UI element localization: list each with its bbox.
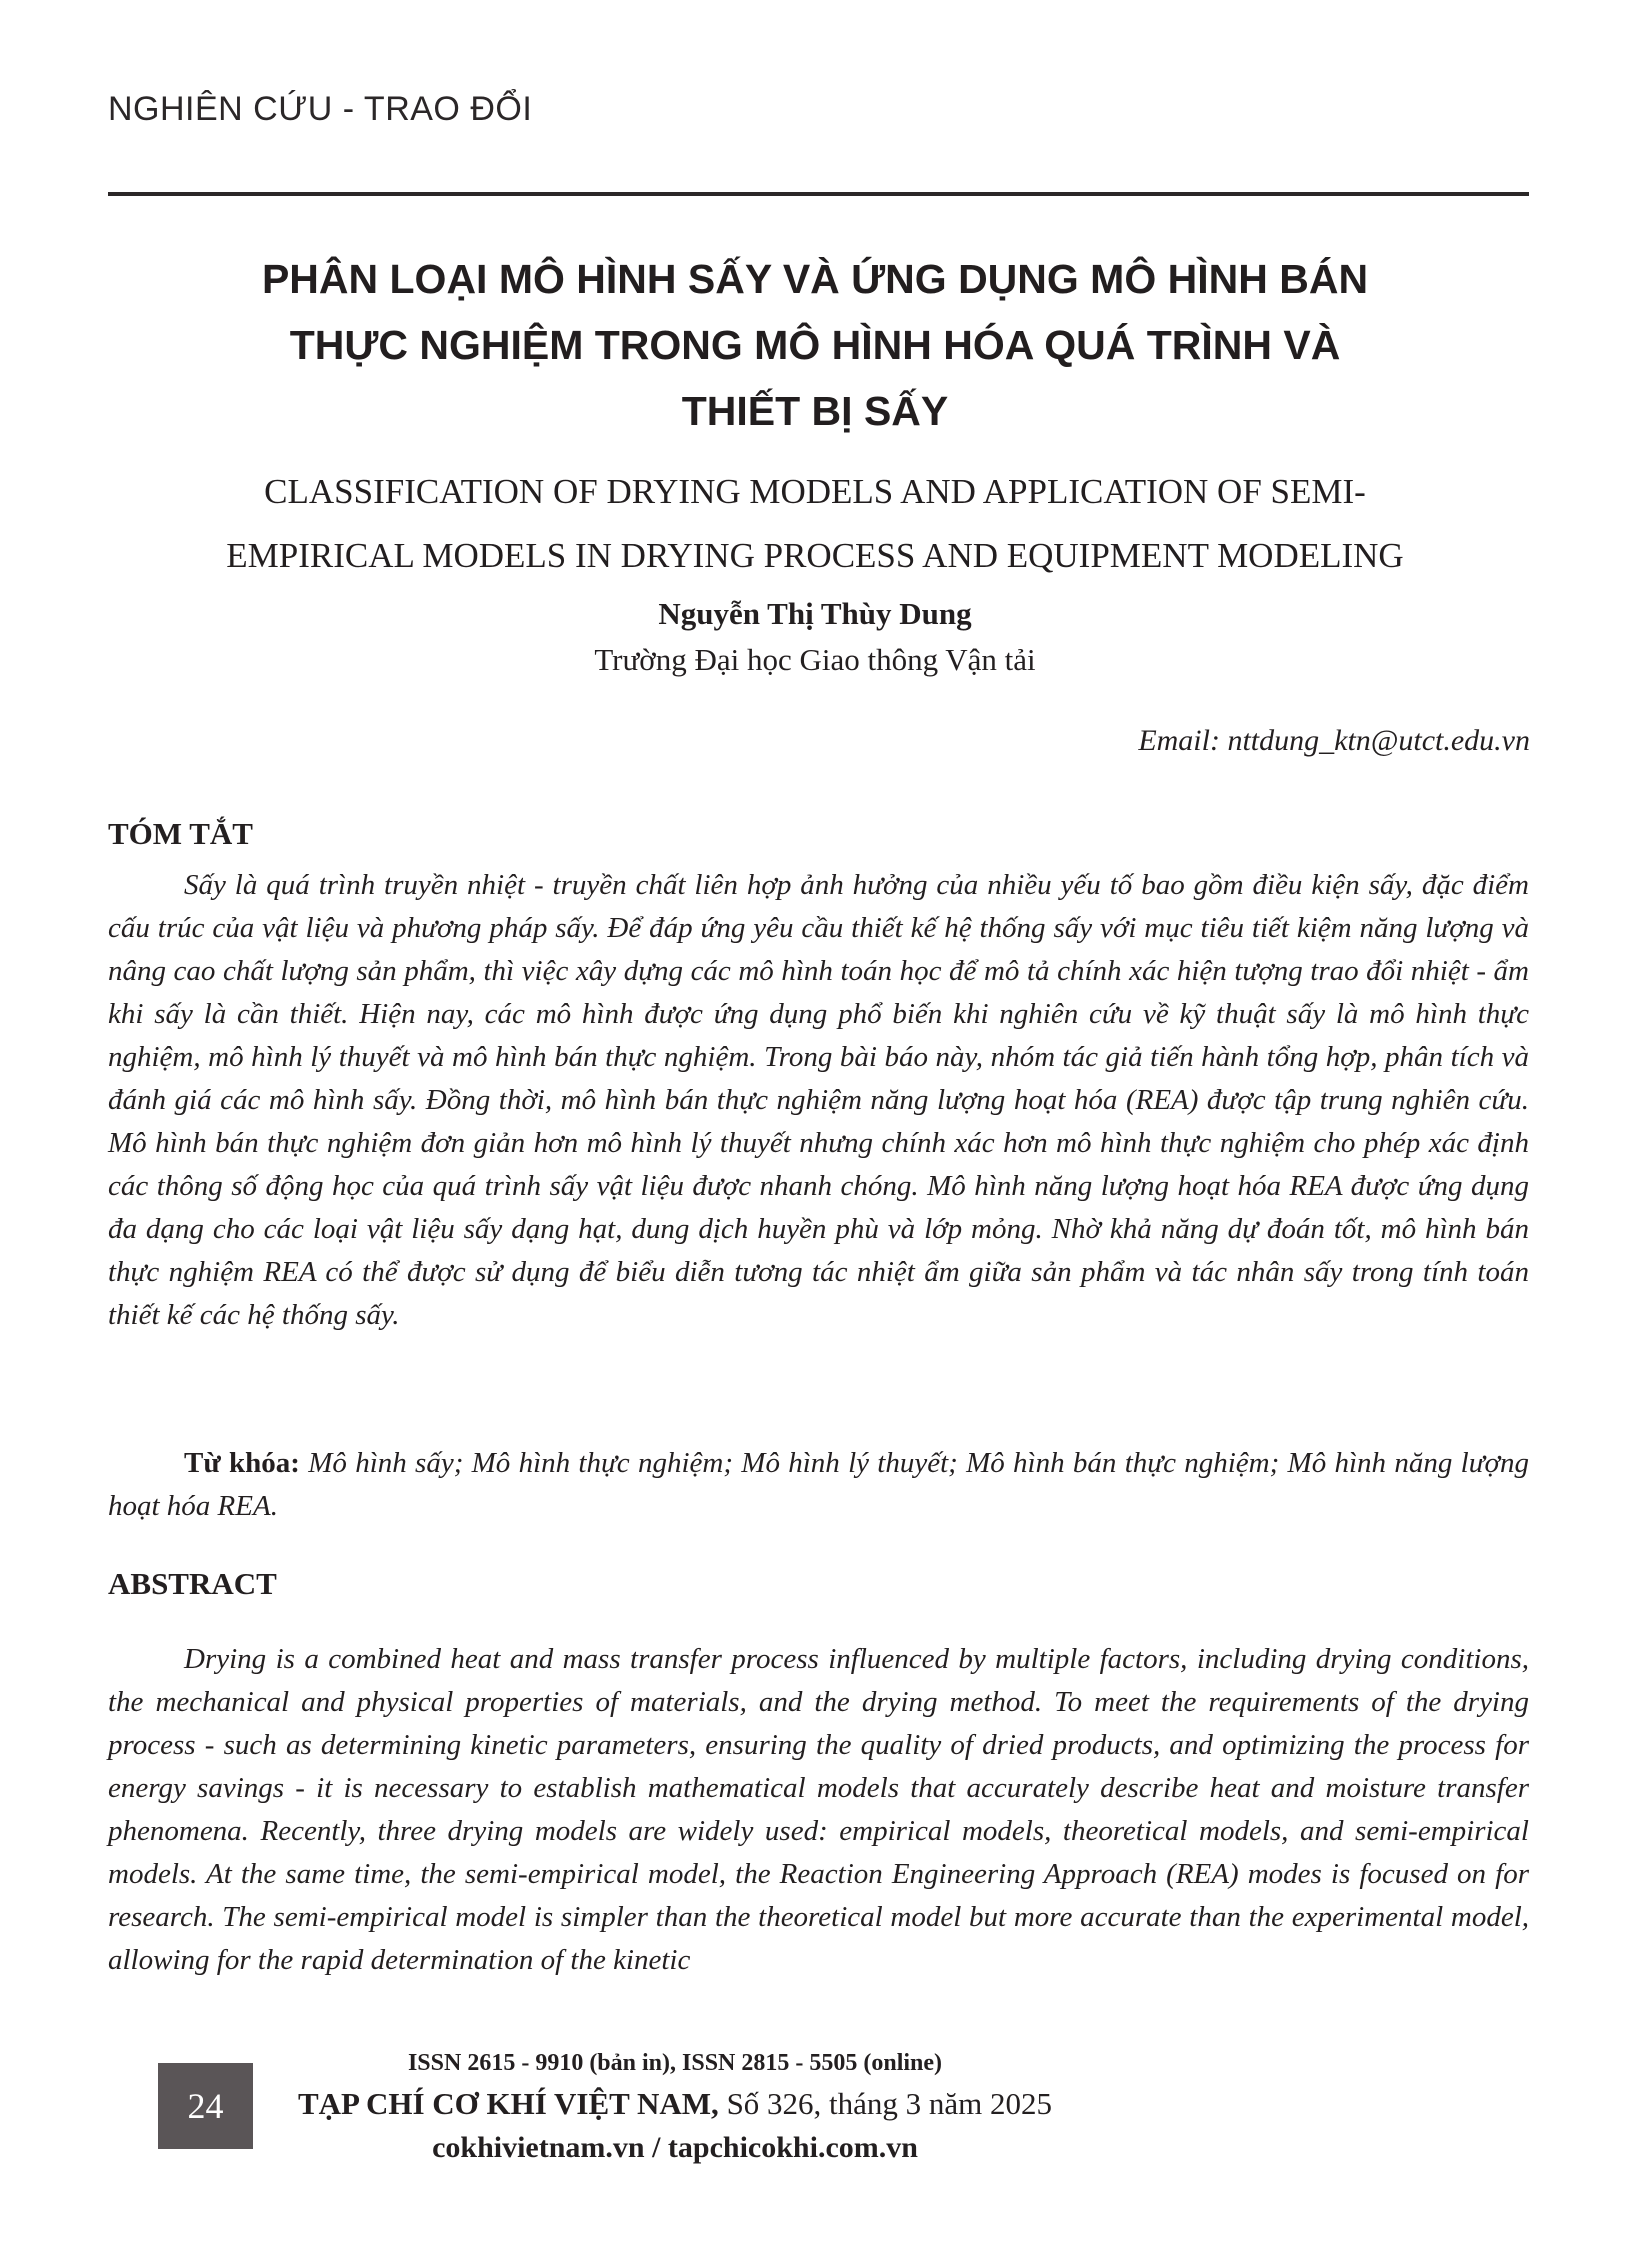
tom-tat-abstract-text: Sấy là quá trình truyền nhiệt - truyền chất liên hợp ảnh hưởng của nhiều yếu tố bao gồm điều kiện sấy, đặc điểm cấu trúc của vật liệu và phương pháp sấy. Để đáp ứng yêu cầu thiết kế hệ thống sấy với mục tiêu tiết kiệm năng lượng và nâng cao chất lượng sản phẩm, thì việc xây dựng các mô hình toán học để mô tả chính xác hiện tượng trao đổi nhiệt - ẩm khi sấy là cần thiết. Hiện nay, các mô hình được ứng dụng phổ biến khi nghiên cứu về kỹ thuật sấy là mô hình thực nghiệm, mô hình lý thuyết và mô hình bán thực nghiệm. Trong bài báo này, nhóm tác giả tiến hành tổng hợp, phân tích và đánh giá các mô hình sấy. Đồng thời, mô hình bán thực nghiệm năng lượng hoạt hóa (REA) được tập trung nghiên cứu. Mô hình bán thực nghiệm đơn giản hơn mô hình lý thuyết nhưng chính xác hơn mô hình thực nghiệm cho phép xác định các thông số động học của quá trình sấy vật liệu được nhanh chóng. Mô hình năng lượng hoạt hóa REA được ứng dụng đa dạng cho các loại vật liệu sấy dạng hạt, dung dịch huyền phù và lớp mỏng. Nhờ khả năng dự đoán tốt, mô hình bán thực nghiệm REA có thể được sử dụng để biểu diễn tương tác nhiệt ẩm giữa sản phẩm và tác nhân sấy trong tính toán thiết kế các hệ thống sấy. <box>108 869 1529 1331</box>
title-vi-line-2: THỰC NGHIỆM TRONG MÔ HÌNH HÓA QUÁ TRÌNH VÀ <box>289 322 1341 368</box>
footer-issn-line: ISSN 2615 - 9910 (bản in), ISSN 2815 - 5505 (online) <box>407 2050 943 2076</box>
footer-website-line: cokhivietnam.vn / tapchicokhi.com.vn <box>432 2131 918 2164</box>
title-en-line-1: CLASSIFICATION OF DRYING MODELS AND APPLICATION OF SEMI- <box>264 472 1366 511</box>
footer-journal-name: TẠP CHÍ CƠ KHÍ VIỆT NAM, <box>297 2086 719 2121</box>
footer-journal-issue: Số 326, tháng 3 năm 2025 <box>718 2086 1053 2121</box>
author-name: Nguyễn Thị Thùy Dung <box>658 596 972 631</box>
abstract-english-text: Drying is a combined heat and mass transfer process influenced by multiple factors, including drying conditions, the mechanical and physical properties of materials, and the drying method. To meet the requirements of the drying process - such as determining kinetic parameters, ensuring the quality of dried products, and optimizing the process for energy savings - it is necessary to establish mathematical models that accurately describe heat and moisture transfer phenomena. Recently, three drying models are widely used: empirical models, theoretical models, and semi-empirical models. At the same time, the semi-empirical model, the Reaction Engineering Approach (REA) modes is focused on for research. The semi-empirical model is simpler than the theoretical model but more accurate than the experimental model, allowing for the rapid determination of the kinetic <box>108 1643 1529 1976</box>
article-title-vietnamese <box>0 246 1630 444</box>
article-title-english <box>0 460 1630 588</box>
keywords-paragraph <box>108 1442 1529 1528</box>
footer-journal-line <box>235 2082 1115 2126</box>
tom-tat-heading: TÓM TẮT <box>108 816 253 851</box>
title-vi-line-3: THIẾT BỊ SẤY <box>681 388 949 434</box>
author-email: Email: nttdung_ktn@utct.edu.vn <box>1138 724 1530 757</box>
title-en-line-2: EMPIRICAL MODELS IN DRYING PROCESS AND EQUIPMENT MODELING <box>226 536 1404 575</box>
page-number: 24 <box>187 2086 224 2126</box>
abstract-heading: ABSTRACT <box>108 1566 277 1601</box>
author-affiliation: Trường Đại học Giao thông Vận tải <box>594 642 1036 677</box>
keywords-label: Từ khóa: <box>184 1447 300 1479</box>
section-header-label: NGHIÊN CỨU - TRAO ĐỔI <box>108 90 533 128</box>
title-vi-line-1: PHÂN LOẠI MÔ HÌNH SẤY VÀ ỨNG DỤNG MÔ HÌNH BÁN <box>261 256 1369 302</box>
journal-footer <box>235 2046 1115 2170</box>
keywords-list: Mô hình sấy; Mô hình thực nghiệm; Mô hình lý thuyết; Mô hình bán thực nghiệm; Mô hình năng lượng hoạt hóa REA. <box>108 1447 1529 1522</box>
header-divider-rule <box>108 192 1529 196</box>
